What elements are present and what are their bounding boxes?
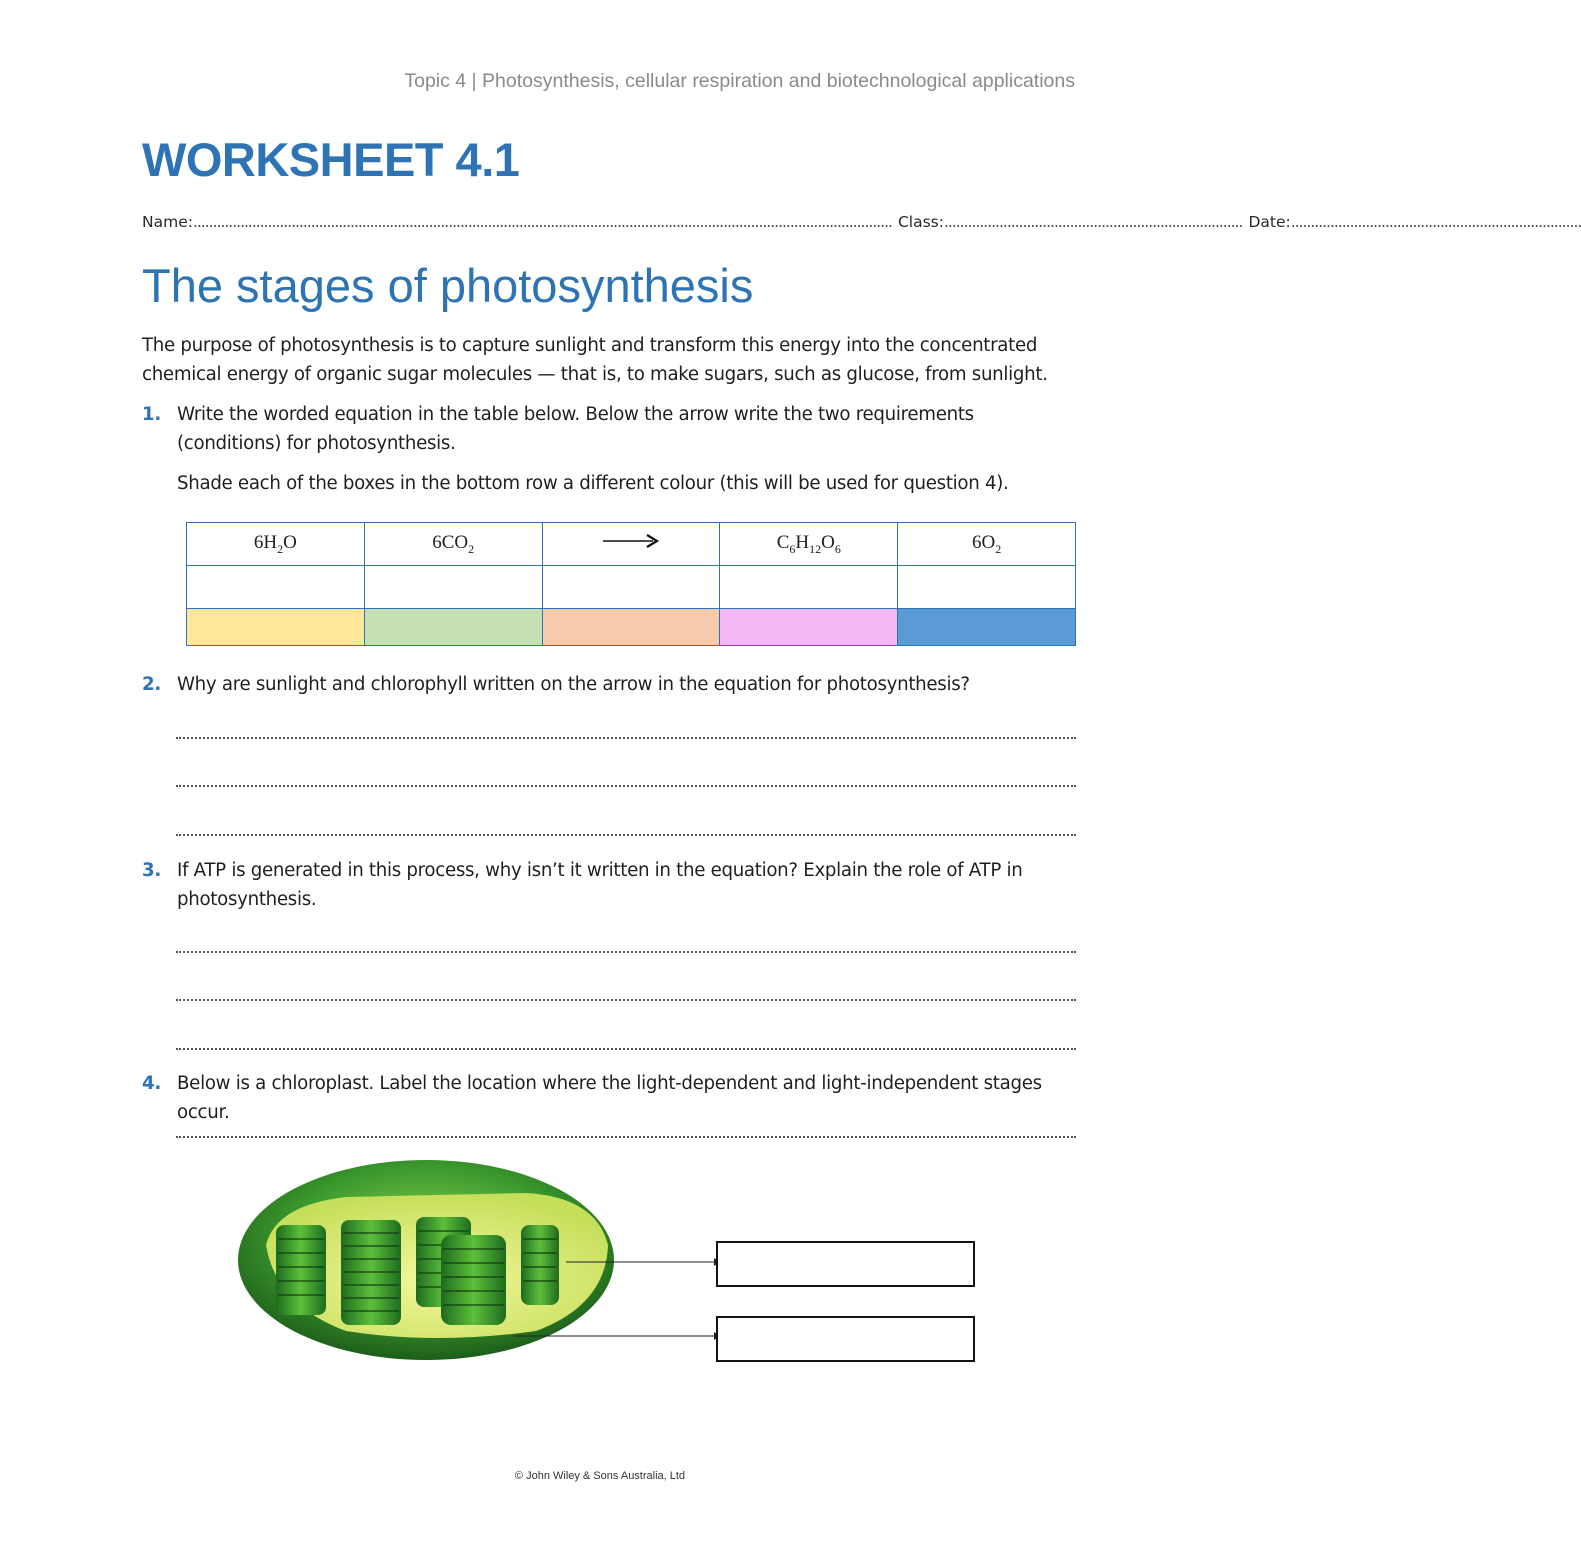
question-4 <box>142 1069 1076 1127</box>
question-number: 2. <box>142 674 161 695</box>
question-text: If ATP is generated in this process, why isn’t it written in the equation? Explain the role of ATP in photosynthesis. <box>177 860 1023 910</box>
shade-cell-2[interactable] <box>364 609 542 646</box>
question-number: 3. <box>142 860 161 881</box>
shade-cell-4[interactable] <box>720 609 898 646</box>
glucose-cell: $C_6H_{12}O_6$ <box>720 523 898 566</box>
answer-line[interactable] <box>176 833 1076 836</box>
co2-cell: $6CO_2$ <box>364 523 542 566</box>
word-cell-2[interactable] <box>364 566 542 609</box>
intro-paragraph: The purpose of photosynthesis is to capture sunlight and transform this energy into the concentrated chemical energy of organic sugar molecules — that is, to make sugars, such as glucose, from sunlight. <box>142 335 1048 385</box>
arrow-cell <box>542 523 720 566</box>
answer-line[interactable] <box>176 784 1076 787</box>
label-box-1[interactable] <box>716 1241 975 1287</box>
shade-instruction: Shade each of the boxes in the bottom row a different colour (this will be used for question 4). <box>177 473 1009 494</box>
class-field[interactable]: ............................................................................ <box>943 213 1243 231</box>
shade-cell-1[interactable] <box>187 609 365 646</box>
page-title: The stages of photosynthesis <box>142 259 754 312</box>
question-text: Below is a chloroplast. Label the location where the light-dependent and light-independent stages occur. <box>177 1073 1042 1123</box>
answer-line[interactable] <box>176 950 1076 953</box>
date-label: Date: <box>1248 213 1291 231</box>
answer-line[interactable] <box>176 736 1076 739</box>
worksheet-title: WORKSHEET 4.1 <box>142 133 520 186</box>
date-field[interactable]: .......................................................................... <box>1290 213 1581 231</box>
answer-line[interactable] <box>176 998 1076 1001</box>
shade-cell-3[interactable] <box>542 609 720 646</box>
question-number: 1. <box>142 404 161 425</box>
class-label: Class: <box>897 213 944 231</box>
shade-cell-5[interactable] <box>898 609 1076 646</box>
question-number: 4. <box>142 1073 161 1094</box>
chloroplast-illustration <box>236 1155 736 1365</box>
equation-table <box>186 522 1076 646</box>
question-1 <box>142 400 1076 458</box>
question-text: Why are sunlight and chlorophyll written on the arrow in the equation for photosynthesis? <box>177 674 970 695</box>
label-box-2[interactable] <box>716 1316 975 1362</box>
word-cell-4[interactable] <box>720 566 898 609</box>
question-2 <box>142 670 1076 699</box>
student-info-line <box>142 213 1581 231</box>
word-cell-3[interactable] <box>542 566 720 609</box>
question-3 <box>142 856 1076 914</box>
oxygen-cell: $6O_2$ <box>898 523 1076 566</box>
answer-line[interactable] <box>176 1135 1076 1138</box>
name-field[interactable]: .................................................................................................................................................................................. <box>192 213 892 231</box>
arrow-icon <box>601 533 661 549</box>
question-text: Write the worded equation in the table below. Below the arrow write the two requirements (conditions) for photosynthesis. <box>177 404 974 454</box>
word-cell-1[interactable] <box>187 566 365 609</box>
copyright-footer: © John Wiley & Sons Australia, Ltd <box>514 1470 686 1482</box>
word-cell-5[interactable] <box>898 566 1076 609</box>
name-label: Name: <box>142 213 193 231</box>
answer-line[interactable] <box>176 1047 1076 1050</box>
water-cell: $6H_2O$ <box>187 523 365 566</box>
question-1-note <box>142 469 1076 498</box>
topic-header: Topic 4 | Photosynthesis, cellular respiration and biotechnological applications <box>404 70 1075 92</box>
